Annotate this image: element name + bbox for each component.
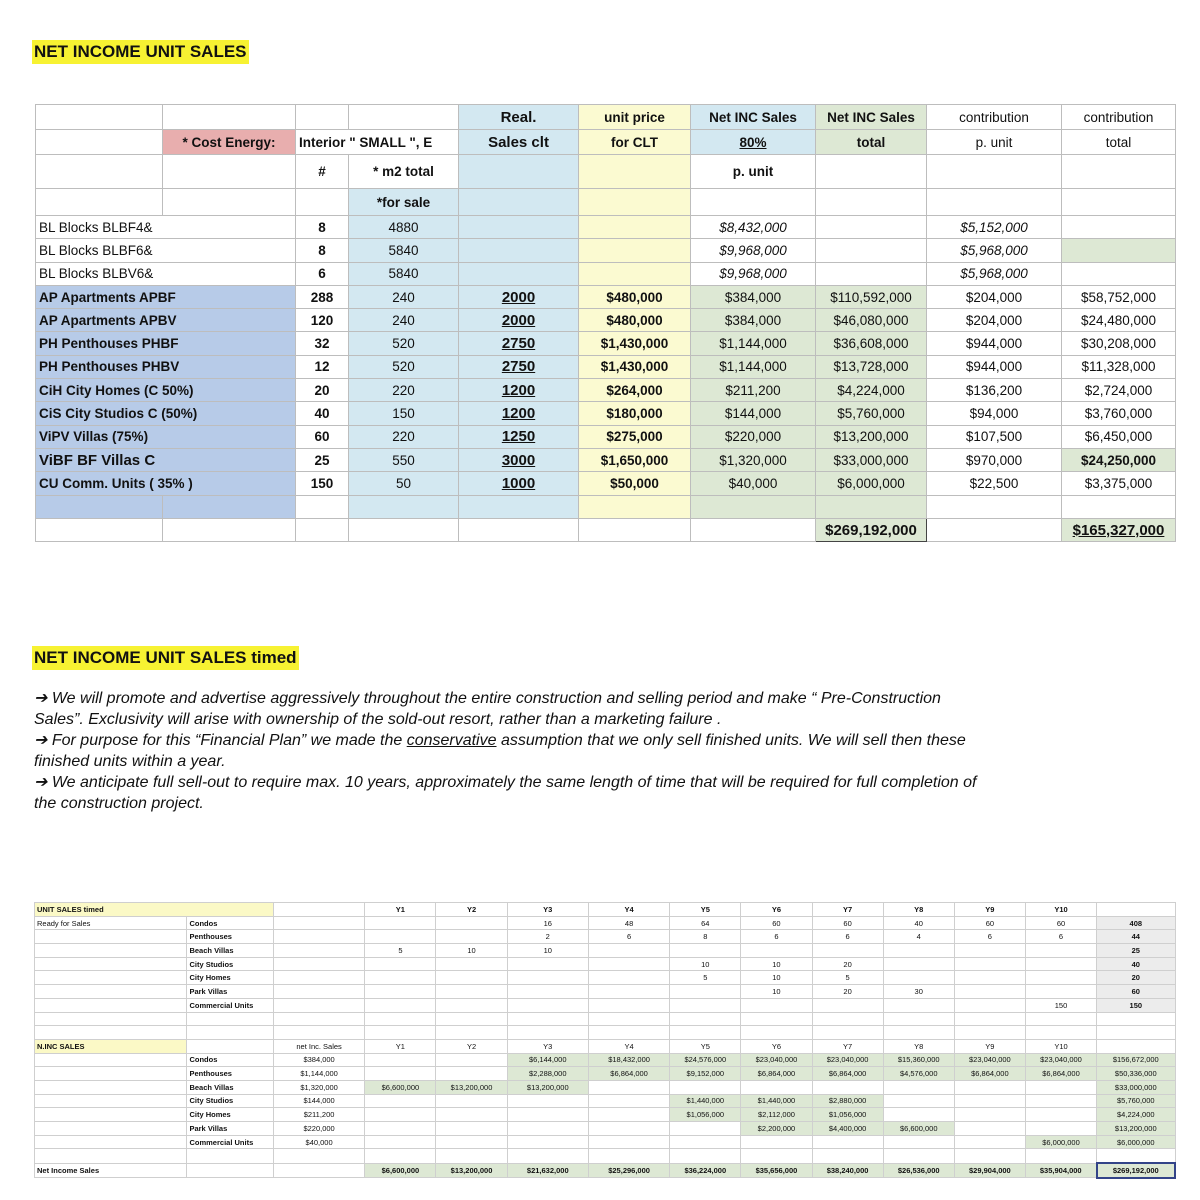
table-row bbox=[35, 1026, 1176, 1040]
table-row: CiS City Studios C (50%) 40 150 1200 $180,000 $144,000 $5,760,000 $94,000 $3,760,000 bbox=[36, 402, 1176, 425]
table-row: Penthouses 2 6 8 6 6 4 6 6 44 bbox=[35, 930, 1176, 944]
table-row: Commercial Units 150 150 bbox=[35, 998, 1176, 1012]
table-row bbox=[35, 1149, 1176, 1163]
paragraph: ➔ For purpose for this “Financial Plan” we made the conservative assumption that we only sell finished units. We will sell then these finished units within a year. bbox=[34, 732, 966, 770]
table-row: CU Comm. Units ( 35% ) 150 50 1000 $50,000 $40,000 $6,000,000 $22,500 $3,375,000 bbox=[36, 472, 1176, 495]
table-row: City Studios 10 10 20 40 bbox=[35, 957, 1176, 971]
table-row: Condos $384,000 $6,144,000 $18,432,000 $24,576,000 $23,040,000 $23,040,000 $15,360,000 $23,040,000 $23,040,000 $156,672,000 bbox=[35, 1053, 1176, 1067]
section-title-timed: NET INCOME UNIT SALES timed bbox=[32, 646, 299, 670]
table-row: AP Apartments APBV 120 240 2000 $480,000 $384,000 $46,080,000 $204,000 $24,480,000 bbox=[36, 309, 1176, 332]
table-row: BL Blocks BLBF6& 8 5840 $9,968,000 $5,968,000 bbox=[36, 239, 1176, 262]
totals-row: Net Income Sales $6,600,000 $13,200,000 $21,632,000 $25,296,000 $36,224,000 $35,656,000 $38,240,000 $26,536,000 $29,904,000 $35,904,000 $269,192,000 bbox=[35, 1163, 1176, 1178]
table-row bbox=[36, 495, 1176, 518]
table-row: Penthouses $1,144,000 $2,288,000 $6,864,000 $9,152,000 $6,864,000 $6,864,000 $4,576,000 $6,864,000 $6,864,000 $50,336,000 bbox=[35, 1067, 1176, 1081]
table-row: City Homes $211,200 $1,056,000 $2,112,000 $1,056,000 $4,224,000 bbox=[35, 1108, 1176, 1122]
assumptions-text bbox=[34, 688, 984, 814]
net-income-table bbox=[35, 104, 1176, 542]
table-row: ViBF BF Villas C 25 550 3000 $1,650,000 $1,320,000 $33,000,000 $970,000 $24,250,000 bbox=[36, 448, 1176, 471]
table-row: AP Apartments APBF 288 240 2000 $480,000 $384,000 $110,592,000 $204,000 $58,752,000 bbox=[36, 285, 1176, 308]
unit-sales-timed-table bbox=[34, 902, 1176, 1179]
table-row bbox=[35, 1012, 1176, 1026]
table-row: PH Penthouses PHBF 32 520 2750 $1,430,000 $1,144,000 $36,608,000 $944,000 $30,208,000 bbox=[36, 332, 1176, 355]
table-row: Beach Villas $1,320,000 $6,600,000 $13,200,000 $13,200,000 $33,000,000 bbox=[35, 1080, 1176, 1094]
table-row: City Studios $144,000 $1,440,000 $1,440,000 $2,880,000 $5,760,000 bbox=[35, 1094, 1176, 1108]
net-total: $269,192,000 bbox=[816, 518, 927, 541]
table-row: CiH City Homes (C 50%) 20 220 1200 $264,000 $211,200 $4,224,000 $136,200 $2,724,000 bbox=[36, 379, 1176, 402]
table-row: Ready for Sales Condos 16 48 64 60 60 40 60 60 408 bbox=[35, 916, 1176, 930]
header-row-4: *for sale bbox=[36, 189, 1176, 216]
table-row: Park Villas $220,000 $2,200,000 $4,400,000 $6,600,000 $13,200,000 bbox=[35, 1122, 1176, 1136]
unit-name: ViBF BF Villas C bbox=[36, 448, 296, 471]
section-title: NET INCOME UNIT SALES bbox=[32, 40, 249, 64]
paragraph: ➔ We will promote and advertise aggressively throughout the entire construction and selling period and make “ Pre-Construction Sales”. Exclusivity will arise with ownership of the sold-out resort, rather than a marketing failure . bbox=[34, 690, 941, 728]
table-row: Commercial Units $40,000 $6,000,000 $6,000,000 bbox=[35, 1135, 1176, 1149]
unit-name: ViPV Villas (75%) bbox=[36, 425, 296, 448]
header-row: N.INC SALES net Inc. Sales Y1 Y2 Y3 Y4 Y5 Y6 Y7 Y8 Y9 Y10 bbox=[35, 1039, 1176, 1053]
table-row: BL Blocks BLBF4& 8 4880 $8,432,000 $5,152,000 bbox=[36, 216, 1176, 239]
header-row-1: Real. unit price Net INC Sales Net INC Sales contribution contribution bbox=[36, 105, 1176, 130]
unit-name: AP Apartments APBF bbox=[36, 285, 296, 308]
arrow-icon: ➔ bbox=[34, 774, 48, 791]
unit-name: PH Penthouses PHBV bbox=[36, 355, 296, 378]
totals-row bbox=[36, 518, 1176, 541]
table-row: City Homes 5 10 5 20 bbox=[35, 971, 1176, 985]
cost-energy-label: * Cost Energy: bbox=[163, 130, 296, 155]
header-row-2: * Cost Energy: Interior " SMALL ", E Sales clt for CLT 80% total p. unit total bbox=[36, 130, 1176, 155]
table-row: ViPV Villas (75%) 60 220 1250 $275,000 $220,000 $13,200,000 $107,500 $6,450,000 bbox=[36, 425, 1176, 448]
table-row: Park Villas 10 20 30 60 bbox=[35, 985, 1176, 999]
unit-name: CU Comm. Units ( 35% ) bbox=[36, 472, 296, 495]
unit-name: PH Penthouses PHBF bbox=[36, 332, 296, 355]
unit-name: CiS City Studios C (50%) bbox=[36, 402, 296, 425]
header-row: UNIT SALES timed Y1 Y2 Y3 Y4 Y5 Y6 Y7 Y8 Y9 Y10 bbox=[35, 903, 1176, 917]
unit-name: AP Apartments APBV bbox=[36, 309, 296, 332]
arrow-icon: ➔ bbox=[34, 690, 48, 707]
contribution-total: $165,327,000 bbox=[1062, 518, 1176, 541]
paragraph: ➔ We anticipate full sell-out to require max. 10 years, approximately the same length of time that will be required for full completion of the construction project. bbox=[34, 774, 977, 812]
arrow-icon: ➔ bbox=[34, 732, 48, 749]
timed-table-title: UNIT SALES timed bbox=[35, 903, 274, 917]
header-row-3: # * m2 total p. unit bbox=[36, 155, 1176, 189]
unit-name: CiH City Homes (C 50%) bbox=[36, 379, 296, 402]
table-row: Beach Villas 5 10 10 25 bbox=[35, 944, 1176, 958]
table-row: PH Penthouses PHBV 12 520 2750 $1,430,000 $1,144,000 $13,728,000 $944,000 $11,328,000 bbox=[36, 355, 1176, 378]
table-row: BL Blocks BLBV6& 6 5840 $9,968,000 $5,968,000 bbox=[36, 262, 1176, 285]
